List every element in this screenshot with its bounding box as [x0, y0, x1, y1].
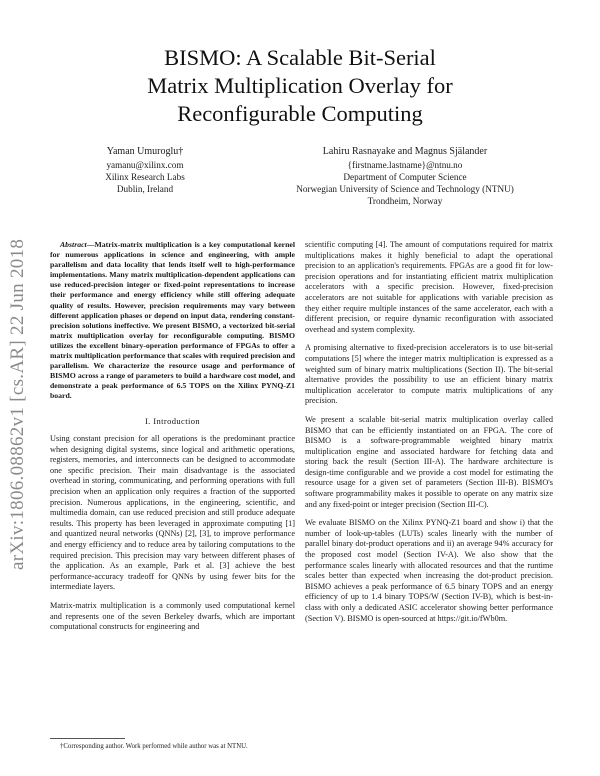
left-column: [50, 240, 295, 641]
author-org-right: Norwegian University of Science and Technology (NTNU): [296, 184, 514, 194]
title-line-3: Reconfigurable Computing: [177, 101, 423, 126]
author-name-left: Yaman Umuroglu†: [106, 146, 184, 157]
arxiv-identifier: [4, 210, 32, 570]
author-email-left: yamanu@xilinx.com: [106, 160, 184, 170]
intro-paragraph-2: Matrix-matrix multiplication is a commonly used computational kernel and represents one of the seven Berkeley dwarfs, which are important computational constructs for engineering and: [50, 601, 295, 632]
title-line-2: Matrix Multiplication Overlay for: [147, 73, 453, 98]
footnote-divider: [50, 738, 125, 739]
right-paragraph-4: We evaluate BISMO on the Xilinx PYNQ-Z1 board and show i) that the number of look-up-tables (LUTs) scales linearly with the number of parallel binary dot-product operations and ii) an average 94% accuracy for the proposed cost model (Section IV-A). We also show that the performance scales linearly with allocated resources and that the runtime scales better than expected when increasing the dot-product precision. BISMO achieves a peak performance of 6.5 binary TOPS and an energy efficiency of up to 1.4 binary TOPS/W (Section IV-B), which is best-in-class with only a dedicated ASIC accelerator showing better performance (Section V). BISMO is open-sourced at https://git.io/fWb0m.: [305, 518, 553, 623]
author-org-left: Xilinx Research Labs: [105, 172, 185, 182]
author-email-right: {firstname.lastname}@ntnu.no: [347, 160, 463, 170]
section-heading-introduction: I. Introduction: [144, 415, 201, 426]
author-block-right: [245, 146, 565, 207]
right-paragraph-1: scientific computing [4]. The amount of computations required for matrix multiplications makes it highly beneficial to adapt the operational precision to an application's requirements. FPGAs are a good fit for low-precision operations and for instantiating efficient matrix multiplication accelerators with a specific precision. However, fixed-precision accelerators are not suitable for applications with variable precision as they either require multiple instances of the same accelerator, each with a different precision, or require dynamic reconfiguration with associated overhead and system complexity.: [305, 240, 553, 334]
author-block-left: [50, 146, 240, 195]
intro-paragraph-1: Using constant precision for all operations is the predominant practice when designing digital systems, since logical and arithmetic operations, registers, memories, and interconnects can be designed to accommodate one specific precision. Their main disadvantage is the associated overhead in storing, communicating, and performing operations with full precision when an application only requires a fraction of the supported precision. Numerous applications, in the engineering, scientific, and multimedia domain, can use reduced precision and still produce adequate results. This property has been leveraged in approximate computing [1] and quantized neural networks (QNNs) [2], [3], to improve performance and energy efficiency and to reduce area by tailoring computations to the required precision. This precision may vary between different phases of the application. As an example, Park et al. [3] achieve the best performance-accuracy tradeoff for QNNs by using fewer bits for the intermediate layers.: [50, 434, 295, 592]
author-location-right: Trondheim, Norway: [367, 196, 443, 206]
title-line-1: BISMO: A Scalable Bit-Serial: [164, 45, 436, 70]
abstract-text: —Matrix-matrix multiplication is a key computational kernel for numerous applications in science and engineering, with ample parallelism and data locality that lends itself well to high-performance implementations. Many matrix multiplication-dependent applications can use reduced-precision integer or fixed-point representations to increase their performance and energy efficiency while still offering adequate quality of results. However, precision requirements may vary between different application phases or depend on input data, rendering constant-precision solutions ineffective. We present BISMO, a vectorized bit-serial matrix multiplication overlay for reconfigurable computing. BISMO utilizes the excellent binary-operation performance of FPGAs to offer a matrix multiplication performance that scales with required precision and parallelism. We characterize the resource usage and performance of BISMO across a range of parameters to build a hardware cost model, and demonstrate a peak performance of 6.5 TOPS on the Xilinx PYNQ-Z1 board.: [50, 240, 295, 401]
right-paragraph-2: A promising alternative to fixed-precision accelerators is to use bit-serial computations [5] where the integer matrix multiplication is expressed as a weighted sum of binary matrix multiplications (Section II). The bit-serial alternative provides the possibility to use an efficient binary matrix multiplication accelerator to compute matrix multiplications of any precision.: [305, 343, 553, 406]
author-dept-right: Department of Computer Science: [343, 172, 467, 182]
paper-title: [60, 44, 540, 128]
footnote: †Corresponding author. Work performed while author was at NTNU.: [60, 743, 248, 750]
author-location-left: Dublin, Ireland: [116, 184, 174, 194]
right-column: [305, 240, 553, 632]
abstract: [50, 240, 295, 402]
author-name-right: Lahiru Rasnayake and Magnus Själander: [322, 146, 488, 157]
arxiv-identifier-text: arXiv:1806.08862v1 [cs.AR] 22 Jun 2018: [7, 238, 28, 570]
abstract-label: Abstract: [60, 240, 87, 249]
right-paragraph-3: We present a scalable bit-serial matrix multiplication overlay called BISMO that can be efficiently instantiated on an FPGA. The core of BISMO is a software-programmable weighted binary matrix multiplication engine and associated hardware for fetching data and storing back the result (Section III-A). The hardware architecture is design-time configurable and we provide a cost model for estimating the resource usage for a given set of parameters (Section III-B). BISMO's software programmability makes it possible to operate on any matrix size and any fixed-point or integer precision (Section III-C).: [305, 414, 553, 509]
